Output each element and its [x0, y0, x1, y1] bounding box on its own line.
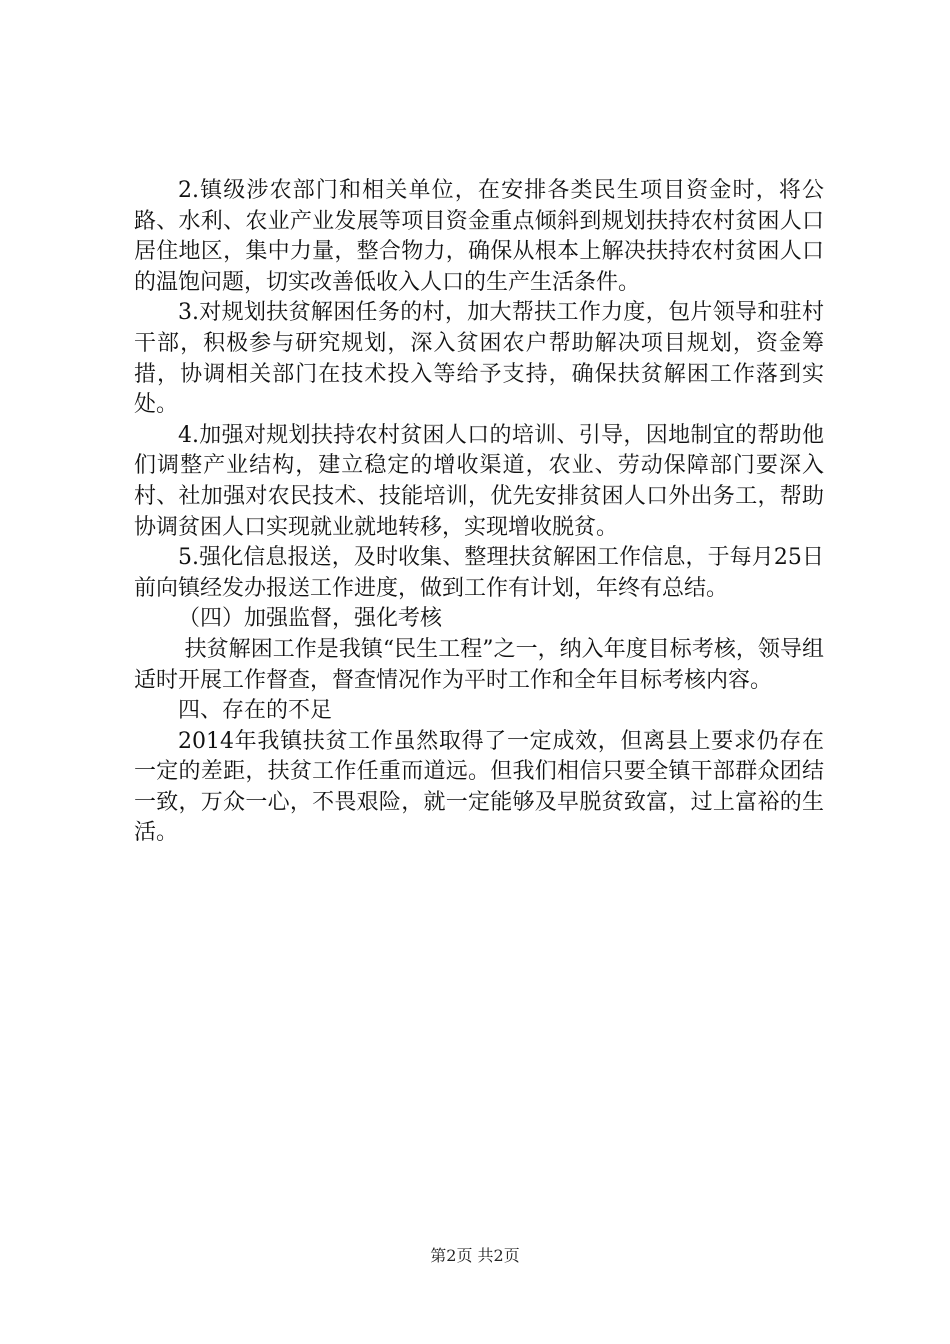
section-heading-shortcomings: 四、存在的不足: [178, 698, 333, 724]
page-number-footer: 第2页 共2页: [430, 1246, 520, 1265]
paragraph-shortcomings: 2014年我镇扶贫工作虽然取得了一定成效，但离县上要求仍存在一定的差距，扶贫工作任重而道远。但我们相信只要全镇干部群众团结一致，万众一心，不畏艰险，就一定能够及早脱贫致富，过上富裕的生活。: [134, 728, 824, 846]
paragraph-item-5: 5.强化信息报送，及时收集、整理扶贫解困工作信息，于每月25日前向镇经发办报送工作进度，做到工作有计划，年终有总结。: [134, 545, 824, 601]
document-body: [134, 176, 824, 849]
paragraph-item-2: 2.镇级涉农部门和相关单位，在安排各类民生项目资金时，将公路、水利、农业产业发展等项目资金重点倾斜到规划扶持农村贫困人口居住地区，集中力量，整合物力，确保从根本上解决扶持农村贫困人口的温饱问题，切实改善低收入人口的生产生活条件。: [134, 178, 824, 295]
paragraph-item-4: 4.加强对规划扶持农村贫困人口的培训、引导，因地制宜的帮助他们调整产业结构，建立稳定的增收渠道，农业、劳动保障部门要深入村、社加强对农民技术、技能培训，优先安排贫困人口外出务工，帮助协调贫困人口实现就业就地转移，实现增收脱贫。: [134, 422, 824, 540]
paragraph-supervision: 扶贫解困工作是我镇“民生工程”之一，纳入年度目标考核，领导组适时开展工作督查，督查情况作为平时工作和全年目标考核内容。: [134, 636, 824, 693]
section-heading-supervision: （四）加强监督，强化考核: [178, 606, 443, 632]
paragraph-item-3: 3.对规划扶贫解困任务的村，加大帮扶工作力度，包片领导和驻村干部，积极参与研究规划，深入贫困农户帮助解决项目规划，资金筹措，协调相关部门在技术投入等给予支持，确保扶贫解困工作落到实处。: [134, 300, 824, 418]
